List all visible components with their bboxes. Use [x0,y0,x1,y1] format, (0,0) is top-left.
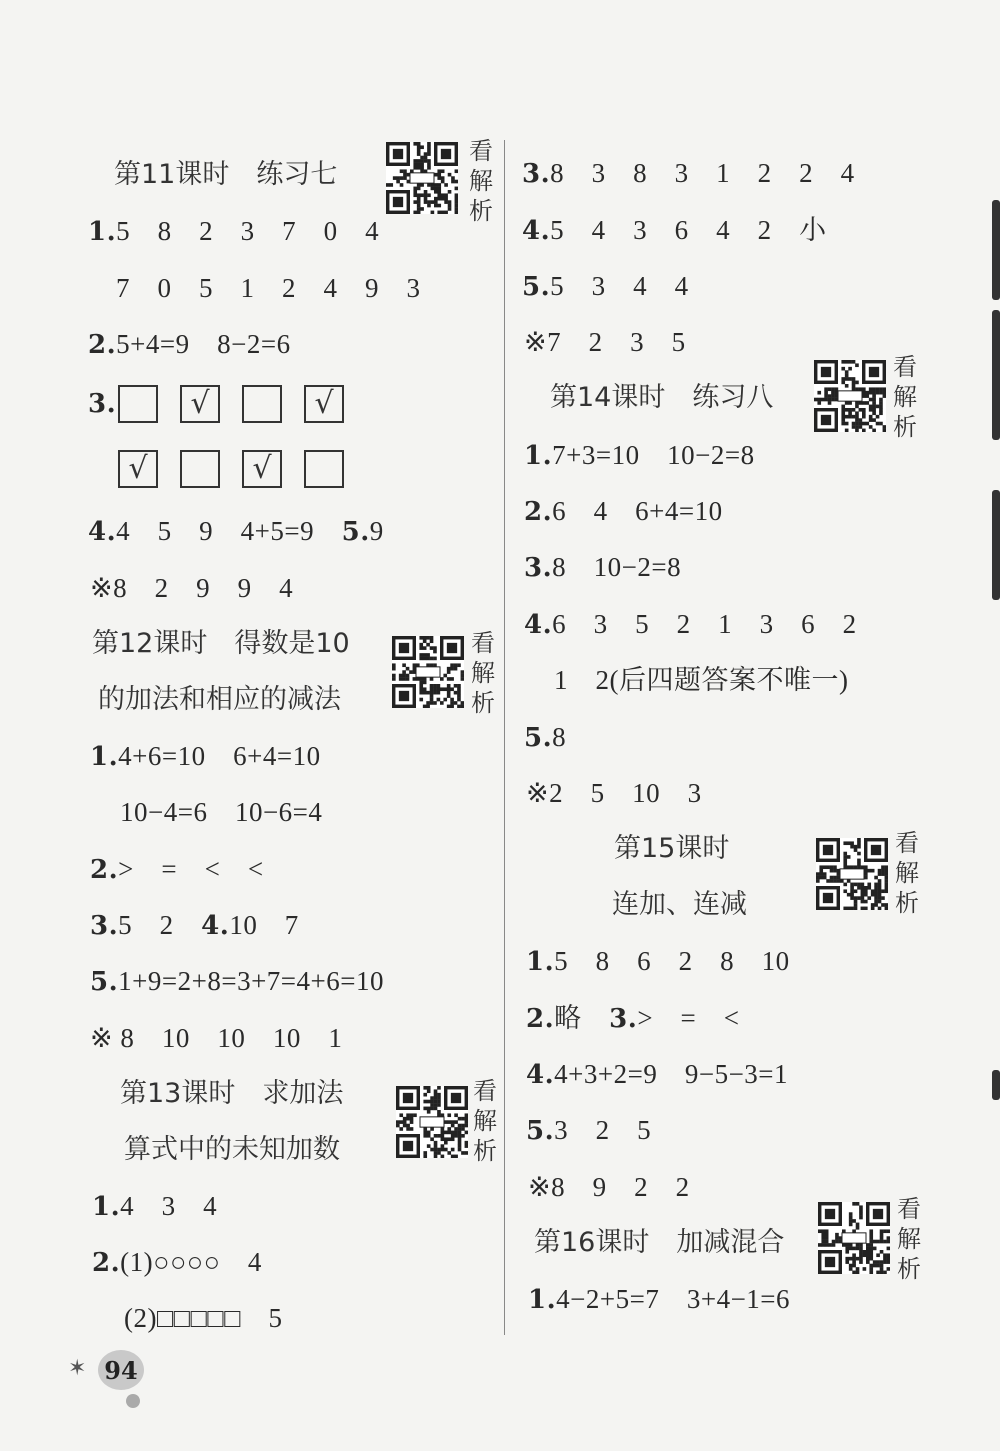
lesson-15-title: 第15课时 [614,833,730,864]
checkbox-row [118,450,366,488]
checkbox-row [118,385,366,423]
lesson-16-title: 第16课时 加减混合 [534,1227,785,1258]
answer-line: 4.4 5 9 4+5=9 5.9 [88,516,384,547]
lesson-12-title: 第12课时 得数是10 [92,628,350,659]
lesson-14-title: 第14课时 练习八 [550,382,774,413]
answer-line: 5.3 2 5 [526,1115,652,1146]
qr-code-icon[interactable] [818,1202,890,1274]
answer-line: 1.4−2+5=7 3+4−1=6 [528,1284,791,1315]
qr-code-icon[interactable] [814,360,886,432]
answer-box: √ [180,385,220,423]
qr-label: 看 解 析 [469,137,493,225]
answer-line: 5.5 3 4 4 [522,271,689,302]
answer-line: ※8 9 2 2 [528,1172,690,1202]
answer-line: ※ 8 10 10 10 1 [90,1023,343,1053]
answer-box [180,450,220,488]
qr-code-icon[interactable] [386,142,458,214]
lesson-15-title: 连加、连减 [612,889,747,920]
qr-code-icon[interactable] [392,636,464,708]
qr-code-icon[interactable] [396,1086,468,1158]
answer-line: 2.> = < < [90,854,264,885]
lesson-13-title: 第13课时 求加法 [120,1078,344,1109]
answer-box: √ [304,385,344,423]
answer-line: 4.6 3 5 2 1 3 6 2 [524,609,857,640]
answer-box [118,385,158,423]
answer-line: 10−4=6 10−6=4 [120,797,323,827]
star-icon: ✶ [68,1356,87,1381]
answer-line: 3.5 2 4.10 7 [90,910,299,941]
page-edge-mark [992,200,1000,300]
answer-line: 1 2(后四题答案不唯一) [554,665,849,695]
answer-line: 1.7+3=10 10−2=8 [524,440,755,471]
answer-line: 1.4+6=10 6+4=10 [90,741,321,772]
answer-line: 3.8 10−2=8 [524,552,682,583]
answer-line: 5.1+9=2+8=3+7=4+6=10 [90,966,384,997]
answer-line: (2)□□□□□ 5 [124,1303,283,1333]
lesson-13-title: 算式中的未知加数 [124,1134,340,1165]
column-divider [504,140,505,1335]
lesson-12-title: 的加法和相应的减法 [98,684,341,715]
answer-line: 2.略 3.> = < [526,1003,740,1034]
qr-code-icon[interactable] [816,838,888,910]
answer-line: ※2 5 10 3 [526,778,702,808]
lesson-11-title: 第11课时 练习七 [114,159,338,190]
answer-line: 2.5+4=9 8−2=6 [88,329,291,360]
answer-box [242,385,282,423]
page-edge-mark [992,1070,1000,1100]
answer-line: 1.5 8 6 2 8 10 [526,946,790,977]
qr-label: 看 解 析 [893,353,917,441]
answer-line: ※7 2 3 5 [524,327,686,357]
answer-line: 2.(1)○○○○ 4 [92,1247,262,1278]
answer-line: 5.8 [524,722,567,753]
answer-line: 1.4 3 4 [92,1191,218,1222]
page-edge-mark [992,310,1000,440]
answer-box: √ [242,450,282,488]
answer-line: 3. [88,389,117,419]
qr-label: 看 解 析 [473,1077,497,1165]
qr-label: 看 解 析 [471,629,495,717]
answer-line: 4.5 4 3 6 4 2 小 [522,215,827,246]
answer-line: 1.5 8 2 3 7 0 4 [88,216,380,247]
answer-box [304,450,344,488]
qr-label: 看 解 析 [895,829,919,917]
answer-line: 7 0 5 1 2 4 9 3 [116,273,421,303]
page-number: 94 [98,1350,144,1390]
answer-line: 3.8 3 8 3 1 2 2 4 [522,158,855,189]
page-edge-mark [992,490,1000,600]
answer-line: ※8 2 9 9 4 [90,573,294,603]
dot-decoration [126,1394,140,1408]
answer-line: 2.6 4 6+4=10 [524,496,723,527]
qr-label: 看 解 析 [897,1195,921,1283]
answer-line: 4.4+3+2=9 9−5−3=1 [526,1059,789,1090]
answer-box: √ [118,450,158,488]
